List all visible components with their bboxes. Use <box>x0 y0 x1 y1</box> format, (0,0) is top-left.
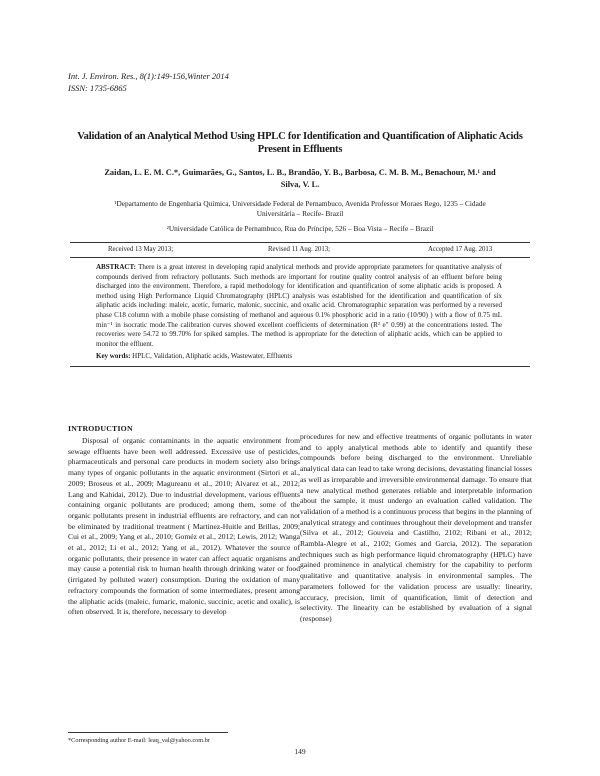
received-date: Received 13 May 2013; <box>108 246 174 253</box>
keywords-text: HPLC, Validation, Aliphatic acids, Wastewater, Effluents <box>132 352 293 360</box>
journal-citation <box>68 70 229 94</box>
right-column <box>300 432 532 625</box>
abstract <box>96 263 502 349</box>
journal-line-1: Int. J. Environ. Res., 8(1):149-156,Winter 2014 <box>68 71 229 81</box>
page-number: 149 <box>294 747 306 756</box>
footnote-rule <box>68 732 228 733</box>
right-column-text: procedures for new and effective treatments of organic pollutants in water and to apply analytical methods able to identify and quantify these compounds before being discharged to the environment. Unreliable analytical data can lead to take wrong decisions, devastating financial losses as well as irreparable and irreversible environmental damage. To ensure that a new analytical method generates reliable and interpretable information about the sample, it must undergo an evaluation called validation. The validation of a method is a continuous process that begins in the planning of analytical strategy and continues throughout their development and transfer (Silva et al., 2012; Gouveia and Castilho, 2102; Ribani et al., 2012; Rambla-Alegre et al., 2102; Gomes and Garcia, 2012). The separation techniques such as high performance liquid chromatography (HPLC) have gained prominence in analytical chemistry for the capability to perform qualitative and quantitative analysis in environmental samples. The parameters followed for the validation process are usually: linearity, accuracy, precision, limit of quantification, limit of detection and selectivity. The linearity can be established by evaluation of a signal (response) <box>300 432 532 623</box>
author-list: Zaidan, L. E. M. C.*, Guimarães, G., Santos, L. B., Brandão, Y. B., Barbosa, C. M. B. M., Benachour, M.¹ and Silva, V. L. <box>104 168 496 189</box>
accepted-date: Accepted 17 Aug. 2013 <box>428 246 493 253</box>
corresponding-author-footnote: *Corresponding author E-mail: leaq_val@yahoo.com.br <box>68 737 211 744</box>
dates-rule <box>70 257 530 258</box>
affiliation-2: ²Universidade Católica de Pernambuco, Rua do Príncipe, 526 – Boa Vista – Recife – Brazil <box>166 224 434 233</box>
left-column-text: Disposal of organic contaminants in the aquatic environment from sewage effluents have been well addressed. Excessive use of pesticides, pharmaceuticals and personal care products in modern society also brings many types of organic pollutants in the aquatic environment (Sirtori et al., 2009; Broseus et al., 2009; Magureanu et al., 2010; Alvarez et al., 2012; Lang and Kahidai, 2012). Due to industrial development, various effluents containing organic pollutants are produced; among them, some of the organic pollutants present in industrial effluents are refractory, and can not be eliminated by traditional treatment ( Martinez-Huitle and Brillas, 2009; Cui et al., 2009; Yang et al., 2010; Goméz et al., 2012; Lewis, 2012; Wanga et al., 2012; Li et al., 2012; Yang et al., 2012). Whatever the source of organic pollutants, their presence in water can affect aquatic organisms and may cause a potential risk to human health through drinking water or food (irrigated by polluted water) consumption. During the oxidation of many refractory compounds the formation of some intermediates, present among the aliphatic acids (maleic, fumaric, malonic, succinic, acetic and oxalic), is often observed. It is, therefore, necessary to develop <box>68 436 300 617</box>
top-rule <box>70 242 530 243</box>
keywords-label: Key words: <box>96 352 131 360</box>
journal-issn: ISSN: 1735-6865 <box>68 83 127 93</box>
keywords <box>96 352 502 360</box>
affiliation-1: ¹Departamento de Engenharia Química, Universidade Federal de Pernambuco, Avenida Professor Moraes Rego, 1235 – Cidade Universitária – Recife- Brazil <box>114 199 486 218</box>
paper-title: Validation of an Analytical Method Using HPLC for Identification and Quantification of Aliphatic Acids Present in Effluents <box>77 131 523 155</box>
revised-date: Revised 11 Aug. 2013; <box>268 246 331 253</box>
left-column <box>68 436 300 618</box>
abstract-label: ABSTRACT: <box>96 263 136 271</box>
keywords-rule <box>70 366 530 367</box>
intro-heading: INTRODUCTION <box>68 424 133 433</box>
abstract-text: There is a great interest in developing rapid analytical methods and provide appropriate parameters for quantitative analysis of compounds derived from refractory pollutants. Such methods are important for routine quality control analysis of an effluent before being discharged into the environment. Therefore, a rapid methodology for identification and quantification of some aliphatic acids is proposed. A method using High Performance Liquid Chromatography (HPLC) analysis was established for the identification and quantification of six aliphatic acids including: maleic, acetic, fumaric, malonic, succinic, and oxalic acid. Chromatographic separation was performed by a reversed phase C18 column with a mobile phase consisting of methanol and aqueous 0.1% phosphoric acid in a ratio (10/90) ) with a flow of 0.75 mL min⁻¹ in isocratic mode.The calibration curves showed excellent coefficients of determination (R² e" 0.99) at the concentrations tested. The recoveries were 54.72 to 99.70% for spiked samples. The method is appropriate for the detection of aliphatic acids, which can be applied to monitor the effluent. <box>96 263 502 348</box>
